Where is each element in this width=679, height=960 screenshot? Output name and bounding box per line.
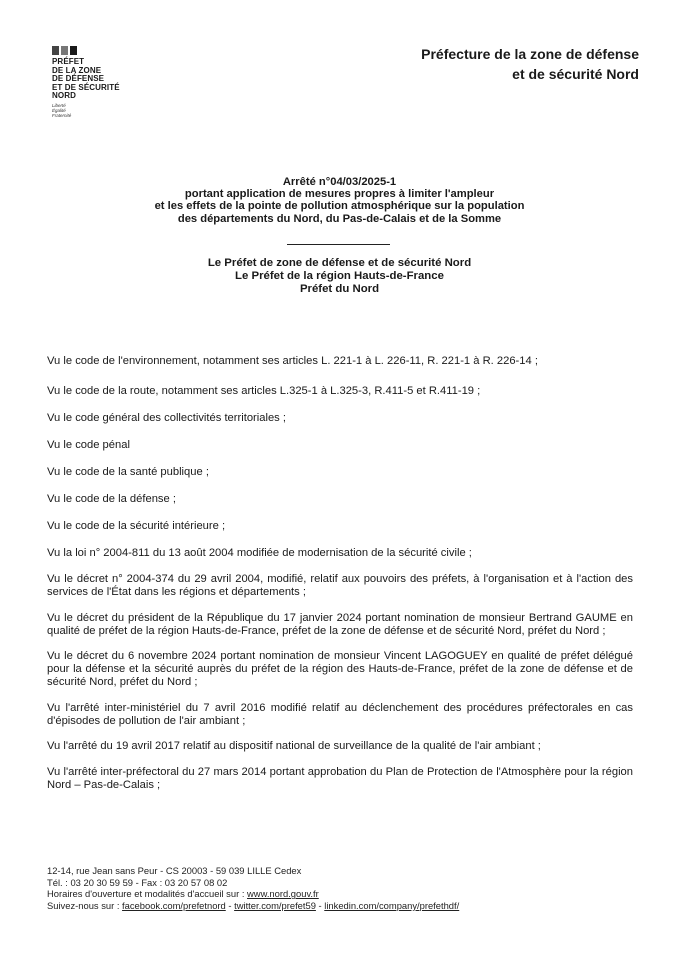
visa-item: Vu le code de la route, notamment ses articles L.325-1 à L.325-3, R.411-5 et R.411-19 ; — [47, 385, 481, 397]
arrete-subject-line: et les effets de la pointe de pollution atmosphérique sur la population — [154, 200, 525, 213]
prefets-block — [0, 257, 679, 296]
visa-item: Vu le décret du président de la République du 17 janvier 2024 portant nomination de monsieur Bertrand GAUME en qualité de préfet de la région Hauts-de-France, préfet de la zone de défense et de sécurité Nord, préfet du Nord ; — [47, 611, 633, 637]
prefecture-line-1: Préfecture de la zone de défense — [421, 46, 639, 62]
prefet-line: Préfet du Nord — [299, 283, 380, 295]
visa-item: Vu la loi n° 2004-811 du 13 août 2004 modifiée de modernisation de la sécurité civile ; — [47, 547, 472, 559]
website-link[interactable]: www.nord.gouv.fr — [247, 888, 319, 900]
prefet-line: Le Préfet de la région Hauts-de-France — [235, 270, 444, 282]
footer-address: 12-14, rue Jean sans Peur - CS 20003 - 59 039 LILLE Cedex — [47, 865, 302, 876]
visas-list — [47, 355, 633, 804]
twitter-link[interactable]: twitter.com/prefet59 — [234, 899, 316, 911]
visa-item: Vu le code de la santé publique ; — [47, 466, 209, 478]
footer-phone: Tél. : 03 20 30 59 59 - Fax : 03 20 57 08 02 — [47, 876, 228, 888]
prefecture-line-2: et de sécurité Nord — [512, 66, 639, 82]
marianne-flag-icon — [52, 46, 132, 55]
arrete-subject-line: des départements du Nord, du Pas-de-Calais et de la Somme — [177, 212, 502, 225]
arrete-title — [0, 176, 679, 225]
visa-item: Vu l'arrêté du 19 avril 2017 relatif au dispositif national de surveillance de la qualité de l'air ambiant ; — [47, 740, 541, 752]
visa-item: Vu l'arrêté inter-ministériel du 7 avril 2016 modifié relatif au déclenchement des procédures préfectorales en cas d'épisodes de pollution de l'air ambiant ; — [47, 701, 633, 727]
visa-item: Vu le code de l'environnement, notamment ses articles L. 221-1 à L. 226-11, R. 221-1 à R. 226-14 ; — [47, 355, 538, 367]
footer-hours: Horaires d'ouverture et modalités d'accueil sur : www.nord.gouv.fr — [47, 888, 319, 900]
visa-item: Vu le code général des collectivités territoriales ; — [47, 412, 286, 424]
visa-item: Vu le décret du 6 novembre 2024 portant nomination de monsieur Vincent LAGOGUEY en qualité de préfet délégué pour la défense et la sécurité auprès du préfet de la région des Hauts-de-France, préfet de la zone de défense et de sécurité Nord, préfet du Nord ; — [47, 650, 633, 688]
prefet-logo — [52, 46, 132, 118]
visa-item: Vu le code de la défense ; — [47, 493, 176, 505]
title-separator — [287, 244, 390, 245]
facebook-link[interactable]: facebook.com/prefetnord — [122, 899, 226, 911]
visa-item: Vu le code pénal — [47, 439, 130, 451]
footer — [47, 865, 459, 911]
visa-item: Vu le code de la sécurité intérieure ; — [47, 520, 226, 532]
visa-item: Vu l'arrêté inter-préfectoral du 27 mars 2014 portant approbation du Plan de Protection de l'Atmosphère pour la région Nord – Pas-de-Calais ; — [47, 765, 633, 791]
linkedin-link[interactable]: linkedin.com/company/prefethdf/ — [324, 899, 460, 911]
prefet-line: Le Préfet de zone de défense et de sécurité Nord — [207, 257, 472, 269]
arrete-number: Arrêté n°04/03/2025-1 — [282, 176, 397, 188]
logo-motto: Liberté Égalité Fraternité — [52, 102, 72, 118]
footer-social: Suivez-nous sur : facebook.com/prefetnord - twitter.com/prefet59 - linkedin.com/company/prefethdf/ — [47, 899, 460, 911]
visa-item: Vu le décret n° 2004-374 du 29 avril 2004, modifié, relatif aux pouvoirs des préfets, à l'organisation et à l'action des services de l'État dans les régions et départements ; — [47, 573, 633, 598]
logo-title: PRÉFET DE LA ZONE DE DÉFENSE ET DE SÉCURITÉ NORD — [52, 57, 120, 100]
prefecture-heading — [421, 44, 639, 84]
arrete-subject-line: portant application de mesures propres à limiter l'ampleur — [184, 188, 495, 201]
